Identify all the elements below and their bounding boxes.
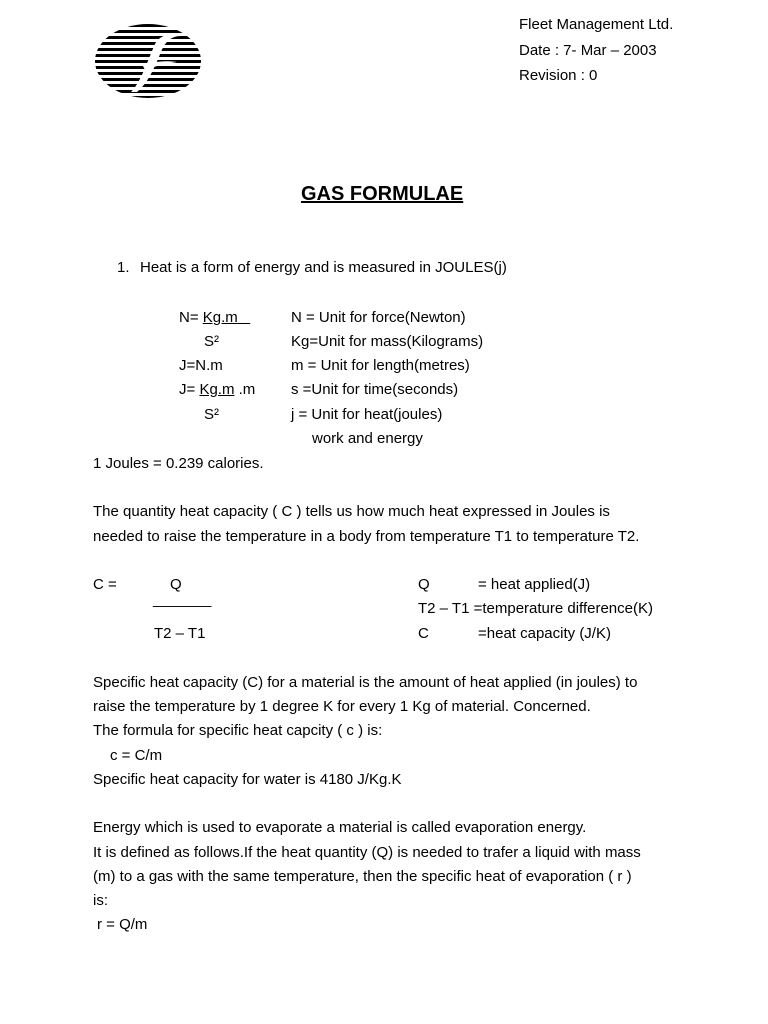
paragraph-line: needed to raise the temperature in a body from temperature T1 to temperature T2. bbox=[93, 528, 640, 545]
formula-numerator: Kg.m bbox=[199, 381, 235, 398]
unit-definition: Kg=Unit for mass(Kilograms) bbox=[291, 333, 484, 350]
formula-denominator: S² bbox=[204, 406, 219, 423]
formula-lhs: C = bbox=[93, 576, 117, 593]
formula-specific-heat: c = C/m bbox=[110, 747, 163, 764]
formula-denominator: T2 – T1 bbox=[154, 625, 206, 642]
paragraph-line: Specific heat capacity (C) for a material is the amount of heat applied (in joules) to bbox=[93, 674, 638, 691]
formula-denominator: S² bbox=[204, 333, 219, 350]
formula-numerator: Kg.m bbox=[202, 309, 238, 326]
list-item-text: Heat is a form of energy and is measured in JOULES(j) bbox=[140, 259, 507, 276]
legend-symbol: Q bbox=[418, 576, 430, 593]
paragraph-line: raise the temperature by 1 degree K for every 1 Kg of material. Concerned. bbox=[93, 698, 591, 715]
paragraph-line: is: bbox=[93, 892, 108, 909]
unit-definition: j = Unit for heat(joules) bbox=[291, 406, 443, 423]
paragraph-line: It is defined as follows.If the heat quantity (Q) is needed to trafer a liquid with mass bbox=[93, 844, 641, 861]
paragraph-line: The formula for specific heat capcity ( c ) is: bbox=[93, 722, 383, 739]
legend-definition: =heat capacity (J/K) bbox=[478, 625, 611, 642]
formula-numerator: Q bbox=[170, 576, 182, 593]
unit-definition-continued: work and energy bbox=[312, 430, 423, 447]
paragraph-line: (m) to a gas with the same temperature, then the specific heat of evaporation ( r ) bbox=[93, 868, 632, 885]
paragraph-line: Specific heat capacity for water is 4180 J/Kg.K bbox=[93, 771, 402, 788]
formula-evaporation: r = Q/m bbox=[97, 916, 148, 933]
unit-definition: m = Unit for length(metres) bbox=[291, 357, 470, 374]
formula-newton: N= Kg.m bbox=[179, 309, 250, 327]
company-logo bbox=[93, 22, 203, 100]
list-number: 1. bbox=[117, 259, 130, 276]
legend-symbol: C bbox=[418, 625, 429, 642]
formula-joule-expanded: J= Kg.m .m bbox=[179, 381, 256, 398]
paragraph-line: The quantity heat capacity ( C ) tells us how much heat expressed in Joules is bbox=[93, 503, 610, 520]
paragraph-line: Energy which is used to evaporate a material is called evaporation energy. bbox=[93, 819, 587, 836]
page-title: GAS FORMULAE bbox=[301, 183, 464, 205]
unit-definition: s =Unit for time(seconds) bbox=[291, 381, 459, 398]
formula-joule: J=N.m bbox=[179, 357, 223, 374]
document-revision: Revision : 0 bbox=[519, 67, 598, 84]
conversion-note: 1 Joules = 0.239 calories. bbox=[93, 455, 264, 472]
legend-definition: = heat applied(J) bbox=[478, 576, 591, 593]
fraction-bar: _______ bbox=[153, 591, 212, 608]
company-name: Fleet Management Ltd. bbox=[519, 16, 674, 33]
unit-definition: N = Unit for force(Newton) bbox=[291, 309, 466, 326]
document-date: Date : 7- Mar – 2003 bbox=[519, 42, 657, 59]
legend-definition: T2 – T1 =temperature difference(K) bbox=[418, 600, 653, 617]
